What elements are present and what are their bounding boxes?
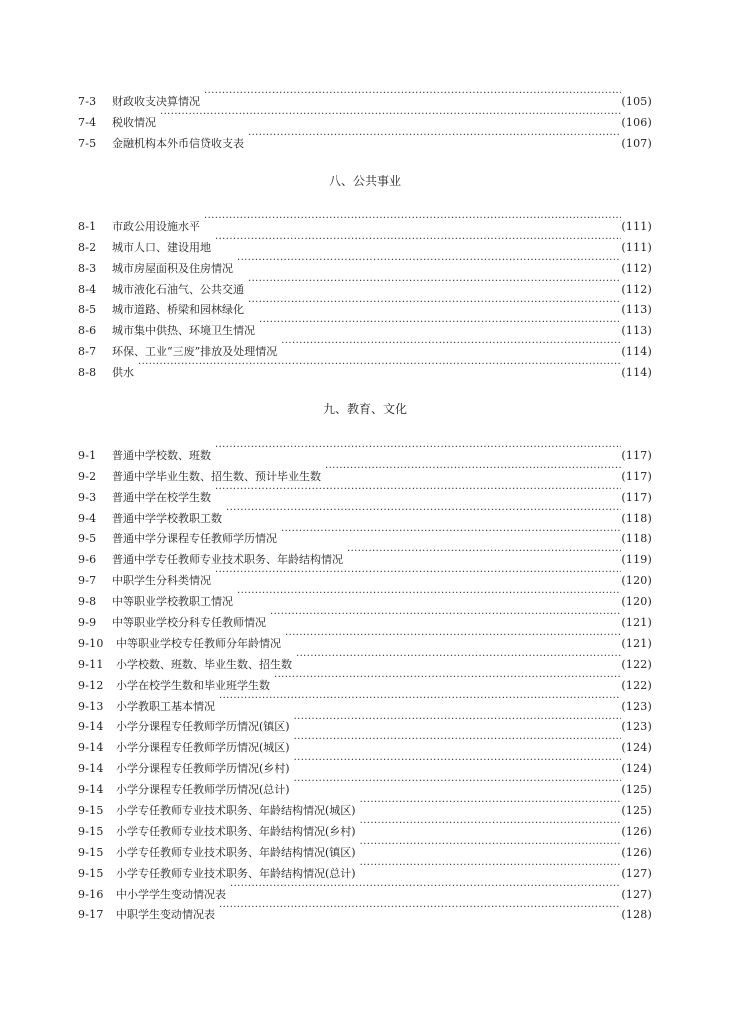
toc-entry-number: 9-14 [78, 783, 104, 797]
toc-entry-title: 小学在校学生数和毕业班学生数 [116, 678, 270, 692]
toc-entry-page: (114) [621, 345, 652, 359]
toc-entry-page: (126) [621, 845, 652, 859]
toc-entry-page: (120) [621, 595, 652, 609]
toc-entry-title: 中等职业学校教职工情况 [112, 595, 233, 609]
toc-entry[interactable] [78, 355, 652, 380]
toc-entry-title: 税收情况 [112, 115, 156, 129]
toc-dot-leader [248, 293, 621, 314]
toc-entry-page: (127) [621, 866, 652, 880]
toc-dot-leader [237, 251, 621, 272]
toc-entry[interactable] [78, 209, 652, 233]
toc-entry[interactable] [78, 84, 652, 108]
toc-dot-leader [360, 814, 622, 835]
toc-entry-number: 9-15 [78, 866, 104, 880]
toc-entry[interactable] [78, 105, 652, 129]
toc-entry-page: (117) [621, 469, 652, 483]
toc-dot-leader [294, 772, 622, 793]
toc-entry-number: 8-7 [78, 345, 97, 359]
toc-dot-leader [204, 84, 621, 105]
toc-entry-page: (124) [621, 762, 652, 776]
toc-entry-number: 9-9 [78, 616, 97, 630]
toc-dot-leader [160, 105, 621, 126]
toc-entry-title: 财政收支决算情况 [112, 94, 200, 108]
toc-entry-page: (124) [621, 741, 652, 755]
toc-entry-number: 8-5 [78, 303, 97, 317]
toc-entry-number: 8-3 [78, 261, 97, 275]
toc-entry-page: (117) [621, 490, 652, 504]
toc-entry-page: (106) [621, 115, 652, 129]
toc-dot-leader [226, 501, 621, 522]
toc-entry-page: (113) [621, 324, 652, 338]
toc-entry-page: (105) [621, 94, 652, 108]
toc-entry-page: (121) [621, 616, 652, 630]
toc-entry-number: 9-15 [78, 824, 104, 838]
toc-dot-leader [248, 272, 621, 293]
toc-dot-leader [281, 522, 621, 543]
toc-entry-page: (127) [621, 887, 652, 901]
toc-entry-title: 普通中学在校学生数 [112, 490, 211, 504]
toc-entry[interactable] [78, 438, 652, 462]
toc-entry-number: 9-4 [78, 511, 97, 525]
toc-entry-page: (119) [621, 553, 652, 567]
toc-dot-leader [215, 480, 621, 501]
toc-entry-title: 中职学生变动情况表 [116, 908, 215, 922]
toc-dot-leader [230, 877, 621, 898]
section-9-heading: 九、教育、文化 [322, 402, 407, 416]
toc-entry-page: (112) [621, 282, 652, 296]
toc-dot-leader [360, 835, 622, 856]
toc-entry-page: (123) [621, 699, 652, 713]
toc-entry-title: 小学分课程专任教师学历情况(镇区) [116, 720, 290, 734]
toc-entry-page: (120) [621, 574, 652, 588]
toc-entry-number: 9-11 [78, 657, 104, 671]
toc-entry-number: 9-12 [78, 678, 104, 692]
section-8-heading: 八、公共事业 [328, 174, 401, 188]
toc-entry-page: (126) [621, 824, 652, 838]
toc-entry-page: (128) [621, 908, 652, 922]
toc-entry-title: 小学专任教师专业技术职务、年龄结构情况(城区) [116, 804, 356, 818]
toc-entry-title: 普通中学分课程专任教师学历情况 [112, 532, 277, 546]
toc-entry-number: 9-2 [78, 469, 97, 483]
toc-entry-title: 普通中学校数、班数 [112, 448, 211, 462]
toc-dot-leader [360, 793, 622, 814]
toc-entry-title: 小学专任教师专业技术职务、年龄结构情况(镇区) [116, 845, 356, 859]
toc-entry-number: 9-8 [78, 595, 97, 609]
toc-entry-title: 小学分课程专任教师学历情况(总计) [116, 783, 290, 797]
toc-entry-number: 9-14 [78, 720, 104, 734]
toc-entry-number: 9-5 [78, 532, 97, 546]
toc-dot-leader [248, 126, 621, 147]
toc-entry-title: 小学分课程专任教师学历情况(乡村) [116, 762, 290, 776]
toc-dot-leader [215, 230, 621, 251]
toc-dot-leader [204, 209, 621, 230]
toc-entry-page: (118) [621, 511, 652, 525]
toc-entry-number: 8-4 [78, 282, 97, 296]
toc-entry-number: 9-17 [78, 908, 104, 922]
toc-entry-page: (122) [621, 657, 652, 671]
toc-entry-number: 8-6 [78, 324, 97, 338]
toc-dot-leader [294, 730, 622, 751]
toc-entry-title: 市政公用设施水平 [112, 219, 200, 233]
toc-entry-page: (111) [621, 219, 652, 233]
toc-entry-title: 城市人口、建设用地 [112, 240, 211, 254]
toc-entry-title: 城市房屋面积及住房情况 [112, 261, 233, 275]
toc-entry-number: 9-15 [78, 804, 104, 818]
toc-dot-leader [360, 856, 622, 877]
toc-section-8-block [78, 209, 652, 380]
toc-dot-leader [274, 668, 621, 689]
toc-entry-page: (125) [621, 783, 652, 797]
toc-entry-title: 中职学生分科类情况 [112, 574, 211, 588]
toc-entry-title: 中等职业学校分科专任教师情况 [112, 616, 266, 630]
toc-entry-page: (118) [621, 532, 652, 546]
toc-entry-page: (117) [621, 448, 652, 462]
toc-dot-leader [281, 334, 621, 355]
toc-entry-number: 8-8 [78, 366, 97, 380]
toc-entry-title: 城市集中供热、环境卫生情况 [112, 324, 255, 338]
toc-entry-page: (121) [621, 636, 652, 650]
toc-entry[interactable] [78, 126, 652, 150]
toc-entry-number: 9-14 [78, 741, 104, 755]
toc-entry-number: 7-4 [78, 115, 97, 129]
toc-entry-page: (111) [621, 240, 652, 254]
toc-entry-title: 供水 [112, 366, 134, 380]
toc-dot-leader [259, 313, 621, 334]
toc-dot-leader [296, 647, 621, 668]
toc-entry-number: 9-13 [78, 699, 104, 713]
toc-entry-number: 9-6 [78, 553, 97, 567]
toc-dot-leader [325, 459, 621, 480]
toc-entry-title: 小学专任教师专业技术职务、年龄结构情况(总计) [116, 866, 356, 880]
toc-dot-leader [219, 689, 621, 710]
toc-dot-leader [215, 563, 621, 584]
toc-entry-page: (113) [621, 303, 652, 317]
toc-entry-page: (123) [621, 720, 652, 734]
toc-entry-title: 中等职业学校专任教师分年龄情况 [116, 636, 281, 650]
toc-entry-number: 9-10 [78, 636, 104, 650]
toc-entry-title: 环保、工业“三废”排放及处理情况 [112, 345, 278, 359]
toc-section-7-block [78, 84, 652, 150]
toc-entry-title: 中小学学生变动情况表 [116, 887, 226, 901]
toc-entry-number: 9-1 [78, 448, 97, 462]
toc-entry-number: 7-5 [78, 136, 97, 150]
toc-entry-number: 8-2 [78, 240, 97, 254]
toc-entry-title: 城市液化石油气、公共交通 [112, 282, 244, 296]
toc-dot-leader [219, 898, 621, 919]
toc-entry-number: 9-7 [78, 574, 97, 588]
toc-entry-page: (122) [621, 678, 652, 692]
toc-dot-leader [215, 438, 621, 459]
toc-section-9-block [78, 438, 652, 922]
toc-entry-title: 城市道路、桥梁和园林绿化 [112, 303, 244, 317]
toc-entry-number: 9-3 [78, 490, 97, 504]
toc-entry-number: 7-3 [78, 94, 97, 108]
toc-entry-title: 普通中学专任教师专业技术职务、年龄结构情况 [112, 553, 343, 567]
toc-entry-title: 小学校数、班数、毕业生数、招生数 [116, 657, 292, 671]
toc-entry-page: (114) [621, 366, 652, 380]
toc-dot-leader [294, 710, 622, 731]
toc-entry-title: 小学教职工基本情况 [116, 699, 215, 713]
toc-entry-number: 8-1 [78, 219, 97, 233]
toc-entry-page: (107) [621, 136, 652, 150]
toc-entry-number: 9-15 [78, 845, 104, 859]
toc-entry-number: 9-16 [78, 887, 104, 901]
toc-entry-number: 9-14 [78, 762, 104, 776]
toc-entry-title: 普通中学学校教职工数 [112, 511, 222, 525]
toc-dot-leader [294, 751, 622, 772]
toc-entry-page: (125) [621, 804, 652, 818]
toc-dot-leader [285, 626, 621, 647]
toc-dot-leader [270, 605, 621, 626]
toc-entry-title: 小学分课程专任教师学历情况(城区) [116, 741, 290, 755]
toc-entry-page: (112) [621, 261, 652, 275]
toc-entry-title: 金融机构本外币信贷收支表 [112, 136, 244, 150]
toc-dot-leader [347, 542, 621, 563]
toc-entry-title: 小学专任教师专业技术职务、年龄结构情况(乡村) [116, 824, 356, 838]
toc-entry-title: 普通中学毕业生数、招生数、预计毕业生数 [112, 469, 321, 483]
toc-dot-leader [138, 355, 621, 376]
toc-dot-leader [237, 584, 621, 605]
